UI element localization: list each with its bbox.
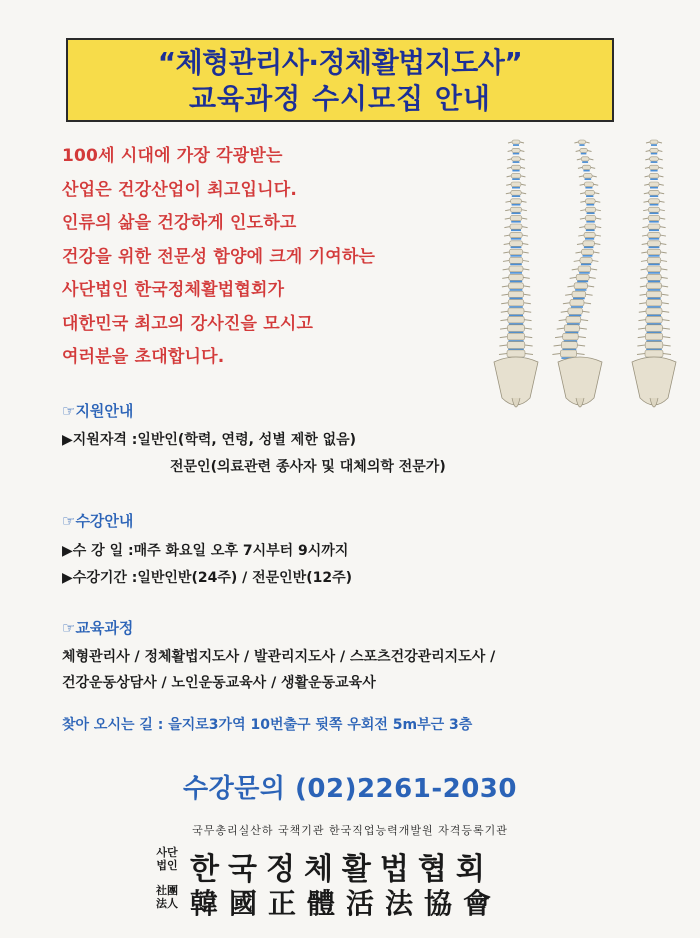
org-name-hanja: 韓國正體活法協會 (190, 887, 503, 920)
org-block (150, 844, 570, 920)
course-period-line (62, 567, 352, 587)
course-day-label: ▶수 강 일 : (62, 543, 134, 559)
org-tag-korean-2: 법인 (156, 859, 178, 872)
apply-line-1 (62, 429, 356, 449)
org-tag-hanja (150, 884, 184, 910)
course-period-label: ▶수강기간 : (62, 570, 138, 586)
org-note: 국무총리실산하 국책기관 한국직업능력개발원 자격등록기관 (192, 824, 508, 837)
intro-line: 여러분을 초대합니다. (62, 347, 225, 367)
title-banner (66, 38, 614, 122)
intro-line: 인류의 삶을 건강하게 인도하고 (62, 213, 297, 233)
program-line-2: 건강운동상담사 / 노인운동교육사 / 생활운동교육사 (62, 675, 376, 691)
intro-line: 대한민국 최고의 강사진을 모시고 (62, 313, 314, 334)
program-line-1: 체형관리사 / 정체활법지도사 / 발관리지도사 / 스포츠건강관리지도사 / (62, 649, 496, 665)
course-heading: ☞수강안내 (62, 512, 134, 530)
intro-line: 건강을 위한 전문성 함양에 크게 기여하는 (62, 246, 376, 267)
org-tag-korean (150, 846, 184, 872)
apply-label: ▶지원자격 : (62, 432, 138, 448)
directions-text: 찾아 오시는 길 : 을지로3가역 10번출구 뒷쪽 우회전 5m부근 3층 (62, 717, 473, 733)
course-period-value: 일반인반(24주) / 전문인반(12주) (137, 570, 353, 586)
title-line-1: “체형관리사·정체활법지도사” (157, 46, 523, 79)
program-heading: ☞교육과정 (62, 619, 134, 637)
intro-line: 사단법인 한국정체활법협회가 (62, 280, 285, 300)
apply-value-2: 전문인(의료관련 종사자 및 대체의학 전문가) (170, 459, 446, 475)
org-tag-korean-1: 사단 (156, 846, 178, 859)
course-day-value: 매주 화요일 오후 7시부터 9시까지 (133, 543, 349, 559)
apply-heading: ☞지원안내 (62, 402, 134, 420)
intro-text (62, 140, 502, 375)
title-line-2: 교육과정 수시모집 안내 (189, 82, 491, 115)
apply-value-1: 일반인(학력, 연령, 성별 제한 없음) (137, 432, 357, 448)
intro-line: 산업은 건강산업이 최고입니다. (62, 179, 297, 200)
phone-inquiry: 수강문의 (02)2261-2030 (183, 774, 517, 804)
spine-illustration (486, 130, 700, 420)
intro-line: 100세 시대에 가장 각광받는 (62, 146, 283, 166)
org-name-korean: 한국정체활법협회 (190, 852, 494, 887)
org-tag-hanja-1: 社團 (156, 884, 178, 897)
course-day-line (62, 540, 348, 560)
org-tag-hanja-2: 法人 (156, 897, 178, 910)
